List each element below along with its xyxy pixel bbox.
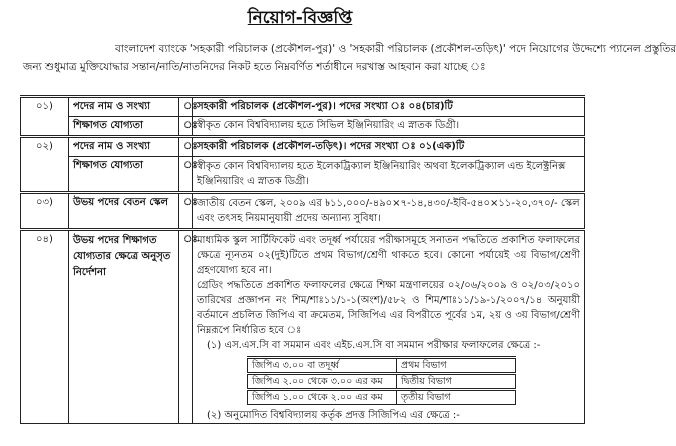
grade-row	[248, 390, 516, 405]
guideline-paragraph-2: গ্রেডিং পদ্ধতিতে প্রকাশিত ফলাফলের ক্ষেত্রে শিক্ষা মন্ত্রণালয়ের ০২/০৬/২০০৯ ও ০২/০৩/২০১০ তারিখের প্রজ্ঞাপন নং শিম/শাঃ১১/১-১(অংশ)/৫৮২ ও শিম/শাঃ১১/১৯-১/২০০৭/১৪ অনুযায়ী বর্তমানে প্রচলিত জিপিএ বা ক্রমেতম, সিজিপিএ এর বিপরীতে পূর্বের ১ম, ২য় ও ৩য় বিভাগ/শ্রেণী নিম্নরূপে নির্ধারিত হবে ঃ	[197, 280, 580, 336]
colon: ঃ	[179, 157, 193, 193]
grade-row	[248, 358, 516, 374]
post-value: সহকারী পরিচালক (প্রকৌশল-পুর)। পদের সংখ্যা ঃ ০৪(চার)টি	[193, 97, 585, 117]
guideline-paragraph-1: মাধ্যমিক স্কুল সার্টিফিকেট এবং তদূর্ধ্ব পর্যায়ের পরীক্ষাসমূহে সনাতন পদ্ধতিতে প্রকাশিত ফলাফলের ক্ষেত্রে ন্যূনতম ০২(দুই)টিতে প্রথম বিভাগ/শ্রেণী থাকতে হবে। কোনো পর্যায়েই ৩য় বিভাগ/শ্রেণী গ্রহণযোগ্য হবে না।	[197, 235, 580, 276]
salary-value: জাতীয় বেতন স্কেল, ২০০৯ এর ৳১১,০০০/-৪৯০×৭-১৪,৪৩০/-ইবি-৫৪০×১১-২০,৩৭০/- স্কেল এবং তৎসহ নিয়মানুযায়ী প্রদেয় অন্যান্য সুবিধা।	[193, 193, 585, 230]
edu-value: স্বীকৃত কোন বিশ্ববিদ্যালয় হতে ইলেকট্রিক্যাল ইঞ্জিনিয়ারিং অথবা ইলেকট্রিক্যাল এন্ড ইলেক্ট্রনিক্স ইঞ্জিনিয়ারিং এ স্নাতক ডিগ্রী।	[193, 157, 585, 193]
edu-label: শিক্ষাগত যোগ্যতা	[69, 117, 179, 137]
colon: ঃ	[179, 230, 193, 424]
row-number: ০১)	[21, 97, 69, 137]
gpa-range: জিপিএ ১.০০ থেকে ২.০০ এর কম	[248, 390, 397, 405]
colon: ঃ	[179, 97, 193, 117]
row-02-post	[21, 137, 585, 157]
guidelines-label: উভয় পদের শিক্ষাগত যোগ্যতার ক্ষেত্রে অনুসৃত নির্দেশনা	[69, 230, 179, 424]
guidelines-content	[193, 230, 585, 424]
row-04-guidelines	[21, 230, 585, 424]
university-cgpa-heading: (২) অনুমোদিত বিশ্ববিদ্যালয় কর্তৃক প্রদত্ত সিজিপিএ এর ক্ষেত্রে :-	[207, 410, 460, 421]
row-01-edu	[21, 117, 585, 137]
post-label: পদের নাম ও সংখ্যা	[69, 97, 179, 117]
division: দ্বিতীয় বিভাগ	[397, 374, 516, 390]
division: তৃতীয় বিভাগ	[397, 390, 516, 405]
gpa-range: জিপিএ ৩.০০ বা তদূর্ধ্ব	[248, 358, 397, 374]
gpa-range: জিপিএ ২.০০ থেকে ৩.০০ এর কম	[248, 374, 397, 390]
intro-line-2: জন্য শুধুমাত্র মুক্তিযোদ্ধার সন্তান/নাতি/নাতনিদের নিকট হতে নিম্নবর্ণিত শর্তাধীনে দরখাস্ত আহবান করা যাচ্ছে ঃ	[23, 61, 486, 73]
row-number: ০৩)	[21, 193, 69, 230]
row-number: ০৪)	[21, 230, 69, 424]
row-number: ০২)	[21, 137, 69, 193]
gpa-grade-table	[247, 356, 516, 405]
edu-value: স্বীকৃত কোন বিশ্ববিদ্যালয় হতে সিভিল ইঞ্জিনিয়ারিং এ স্নাতক ডিগ্রী।	[193, 117, 585, 137]
grade-row	[248, 374, 516, 390]
post-label: পদের নাম ও সংখ্যা	[69, 137, 179, 157]
colon: ঃ	[179, 193, 193, 230]
division: প্রথম বিভাগ	[397, 358, 516, 374]
salary-label: উভয় পদের বেতন স্কেল	[69, 193, 179, 230]
page-title: নিয়োগ-বিজ্ঞপ্তি	[247, 8, 353, 28]
row-01-post	[21, 97, 585, 117]
colon: ঃ	[179, 137, 193, 157]
colon: ঃ	[179, 117, 193, 137]
intro-line-1: বাংলাদেশ ব্যাংকে 'সহকারী পরিচালক (প্রকৌশল-পুর)' ও 'সহকারী পরিচালক (প্রকৌশল-তড়িৎ)' পদে নিয়োগের উদ্দেশ্যে প্যানেল প্রস্তুতির	[115, 43, 676, 55]
notice-table	[20, 95, 585, 424]
row-02-edu	[21, 157, 585, 193]
row-03-salary	[21, 193, 585, 230]
ssc-hsc-heading: (১) এস.এস.সি বা সমমান এবং এইচ.এস.সি বা সমমান পরীক্ষার ফলাফলের ক্ষেত্রে :-	[207, 340, 541, 351]
intro-paragraph	[20, 40, 676, 76]
post-value: সহকারী পরিচালক (প্রকৌশল-তড়িৎ)। পদের সংখ্যা ঃ ০১(এক)টি	[193, 137, 585, 157]
edu-label: শিক্ষাগত যোগ্যতা	[69, 157, 179, 193]
